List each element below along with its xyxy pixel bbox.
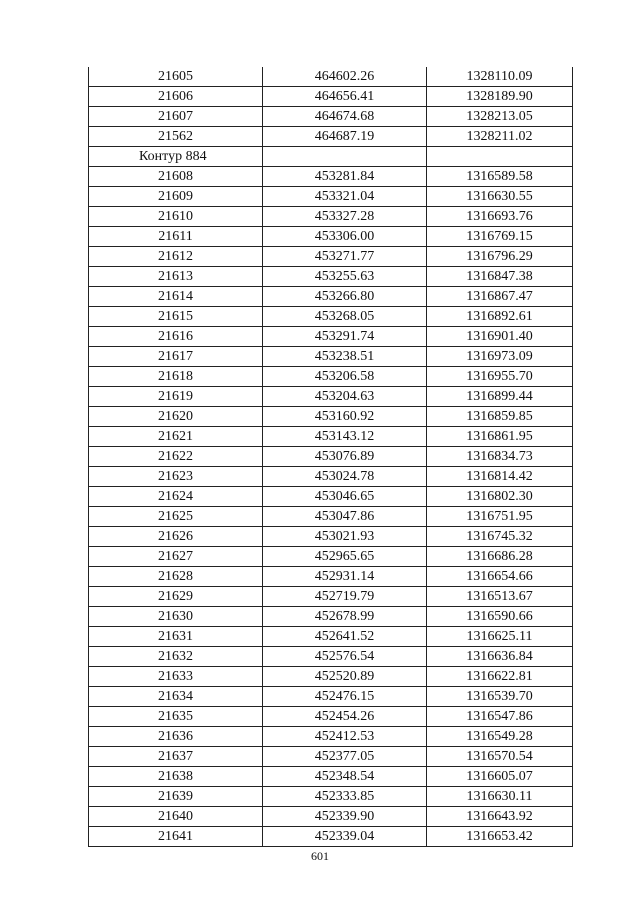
x-coordinate-cell: 453268.05 bbox=[263, 307, 427, 327]
x-coordinate-cell: 452641.52 bbox=[263, 627, 427, 647]
y-coordinate-cell: 1316745.32 bbox=[427, 527, 573, 547]
y-coordinate-cell: 1316622.81 bbox=[427, 667, 573, 687]
table-row bbox=[89, 407, 573, 427]
point-number-cell: 21636 bbox=[89, 727, 263, 747]
x-coordinate-cell: 464602.26 bbox=[263, 67, 427, 87]
x-coordinate-cell: 452719.79 bbox=[263, 587, 427, 607]
y-coordinate-cell: 1328211.02 bbox=[427, 127, 573, 147]
y-coordinate-cell: 1316630.11 bbox=[427, 787, 573, 807]
point-number-cell: 21634 bbox=[89, 687, 263, 707]
y-coordinate-cell: 1316901.40 bbox=[427, 327, 573, 347]
point-number-cell: 21611 bbox=[89, 227, 263, 247]
y-coordinate-cell: 1316847.38 bbox=[427, 267, 573, 287]
point-number-cell: 21637 bbox=[89, 747, 263, 767]
y-coordinate-cell: 1316605.07 bbox=[427, 767, 573, 787]
x-coordinate-cell: 452333.85 bbox=[263, 787, 427, 807]
table-row bbox=[89, 427, 573, 447]
table-row bbox=[89, 207, 573, 227]
y-coordinate-cell: 1328110.09 bbox=[427, 67, 573, 87]
point-number-cell: 21641 bbox=[89, 827, 263, 847]
table-row bbox=[89, 527, 573, 547]
table-row bbox=[89, 287, 573, 307]
point-number-cell: 21630 bbox=[89, 607, 263, 627]
point-number-cell: 21628 bbox=[89, 567, 263, 587]
y-coordinate-cell: 1316861.95 bbox=[427, 427, 573, 447]
point-number-cell: 21638 bbox=[89, 767, 263, 787]
y-coordinate-cell: 1316549.28 bbox=[427, 727, 573, 747]
y-coordinate-cell: 1316973.09 bbox=[427, 347, 573, 367]
table-row bbox=[89, 507, 573, 527]
x-coordinate-cell: 453076.89 bbox=[263, 447, 427, 467]
x-coordinate-cell: 452412.53 bbox=[263, 727, 427, 747]
y-coordinate-cell: 1316899.44 bbox=[427, 387, 573, 407]
point-number-cell: 21616 bbox=[89, 327, 263, 347]
x-coordinate-cell: 453204.63 bbox=[263, 387, 427, 407]
x-coordinate-cell: 452339.04 bbox=[263, 827, 427, 847]
table-row bbox=[89, 187, 573, 207]
x-coordinate-cell: 464687.19 bbox=[263, 127, 427, 147]
table-row bbox=[89, 127, 573, 147]
empty-cell bbox=[263, 147, 427, 167]
point-number-cell: 21626 bbox=[89, 527, 263, 547]
empty-cell bbox=[427, 147, 573, 167]
table-row bbox=[89, 327, 573, 347]
x-coordinate-cell: 452678.99 bbox=[263, 607, 427, 627]
y-coordinate-cell: 1316636.84 bbox=[427, 647, 573, 667]
point-number-cell: 21631 bbox=[89, 627, 263, 647]
table-row bbox=[89, 667, 573, 687]
x-coordinate-cell: 452476.15 bbox=[263, 687, 427, 707]
x-coordinate-cell: 453281.84 bbox=[263, 167, 427, 187]
y-coordinate-cell: 1316589.58 bbox=[427, 167, 573, 187]
x-coordinate-cell: 453306.00 bbox=[263, 227, 427, 247]
x-coordinate-cell: 453024.78 bbox=[263, 467, 427, 487]
point-number-cell: 21614 bbox=[89, 287, 263, 307]
x-coordinate-cell: 464656.41 bbox=[263, 87, 427, 107]
table-row bbox=[89, 387, 573, 407]
table-row bbox=[89, 747, 573, 767]
y-coordinate-cell: 1316570.54 bbox=[427, 747, 573, 767]
point-number-cell: 21619 bbox=[89, 387, 263, 407]
table-row bbox=[89, 587, 573, 607]
y-coordinate-cell: 1316513.67 bbox=[427, 587, 573, 607]
table-row bbox=[89, 267, 573, 287]
point-number-cell: 21625 bbox=[89, 507, 263, 527]
point-number-cell: 21607 bbox=[89, 107, 263, 127]
table-row bbox=[89, 447, 573, 467]
x-coordinate-cell: 453238.51 bbox=[263, 347, 427, 367]
y-coordinate-cell: 1316834.73 bbox=[427, 447, 573, 467]
point-number-cell: 21633 bbox=[89, 667, 263, 687]
x-coordinate-cell: 453046.65 bbox=[263, 487, 427, 507]
table-row bbox=[89, 367, 573, 387]
y-coordinate-cell: 1316769.15 bbox=[427, 227, 573, 247]
point-number-cell: 21627 bbox=[89, 547, 263, 567]
point-number-cell: 21562 bbox=[89, 127, 263, 147]
table-row bbox=[89, 227, 573, 247]
table-row bbox=[89, 107, 573, 127]
point-number-cell: 21639 bbox=[89, 787, 263, 807]
x-coordinate-cell: 453271.77 bbox=[263, 247, 427, 267]
y-coordinate-cell: 1316693.76 bbox=[427, 207, 573, 227]
y-coordinate-cell: 1316547.86 bbox=[427, 707, 573, 727]
x-coordinate-cell: 453266.80 bbox=[263, 287, 427, 307]
point-number-cell: 21624 bbox=[89, 487, 263, 507]
table-row bbox=[89, 347, 573, 367]
point-number-cell: 21629 bbox=[89, 587, 263, 607]
table-row bbox=[89, 67, 573, 87]
y-coordinate-cell: 1316539.70 bbox=[427, 687, 573, 707]
y-coordinate-cell: 1316892.61 bbox=[427, 307, 573, 327]
point-number-cell: 21609 bbox=[89, 187, 263, 207]
table-row bbox=[89, 167, 573, 187]
table-row bbox=[89, 767, 573, 787]
y-coordinate-cell: 1316802.30 bbox=[427, 487, 573, 507]
table-row bbox=[89, 247, 573, 267]
table-row bbox=[89, 827, 573, 847]
point-number-cell: 21640 bbox=[89, 807, 263, 827]
table-row bbox=[89, 707, 573, 727]
x-coordinate-cell: 453021.93 bbox=[263, 527, 427, 547]
x-coordinate-cell: 452965.65 bbox=[263, 547, 427, 567]
point-number-cell: 21610 bbox=[89, 207, 263, 227]
x-coordinate-cell: 452377.05 bbox=[263, 747, 427, 767]
section-title-cell: Контур 884 bbox=[89, 147, 263, 167]
point-number-cell: 21635 bbox=[89, 707, 263, 727]
x-coordinate-cell: 464674.68 bbox=[263, 107, 427, 127]
point-number-cell: 21618 bbox=[89, 367, 263, 387]
y-coordinate-cell: 1316751.95 bbox=[427, 507, 573, 527]
y-coordinate-cell: 1316867.47 bbox=[427, 287, 573, 307]
point-number-cell: 21632 bbox=[89, 647, 263, 667]
table-row bbox=[89, 607, 573, 627]
point-number-cell: 21615 bbox=[89, 307, 263, 327]
table-row bbox=[89, 487, 573, 507]
y-coordinate-cell: 1316654.66 bbox=[427, 567, 573, 587]
y-coordinate-cell: 1316796.29 bbox=[427, 247, 573, 267]
table-row bbox=[89, 467, 573, 487]
table-row bbox=[89, 787, 573, 807]
x-coordinate-cell: 453047.86 bbox=[263, 507, 427, 527]
table-row bbox=[89, 727, 573, 747]
table-row bbox=[89, 687, 573, 707]
table-row bbox=[89, 87, 573, 107]
x-coordinate-cell: 453206.58 bbox=[263, 367, 427, 387]
point-number-cell: 21617 bbox=[89, 347, 263, 367]
table-row bbox=[89, 547, 573, 567]
point-number-cell: 21623 bbox=[89, 467, 263, 487]
x-coordinate-cell: 453327.28 bbox=[263, 207, 427, 227]
y-coordinate-cell: 1316955.70 bbox=[427, 367, 573, 387]
y-coordinate-cell: 1316686.28 bbox=[427, 547, 573, 567]
point-number-cell: 21605 bbox=[89, 67, 263, 87]
point-number-cell: 21620 bbox=[89, 407, 263, 427]
point-number-cell: 21621 bbox=[89, 427, 263, 447]
x-coordinate-cell: 453255.63 bbox=[263, 267, 427, 287]
point-number-cell: 21612 bbox=[89, 247, 263, 267]
x-coordinate-cell: 453321.04 bbox=[263, 187, 427, 207]
page-number: 601 bbox=[311, 849, 329, 863]
section-row bbox=[89, 147, 573, 167]
table-row bbox=[89, 627, 573, 647]
y-coordinate-cell: 1316625.11 bbox=[427, 627, 573, 647]
y-coordinate-cell: 1316590.66 bbox=[427, 607, 573, 627]
x-coordinate-cell: 453291.74 bbox=[263, 327, 427, 347]
y-coordinate-cell: 1316653.42 bbox=[427, 827, 573, 847]
point-number-cell: 21613 bbox=[89, 267, 263, 287]
y-coordinate-cell: 1316859.85 bbox=[427, 407, 573, 427]
y-coordinate-cell: 1328213.05 bbox=[427, 107, 573, 127]
x-coordinate-cell: 452520.89 bbox=[263, 667, 427, 687]
coordinates-table bbox=[88, 67, 573, 847]
y-coordinate-cell: 1316814.42 bbox=[427, 467, 573, 487]
table-row bbox=[89, 307, 573, 327]
table-row bbox=[89, 567, 573, 587]
point-number-cell: 21606 bbox=[89, 87, 263, 107]
x-coordinate-cell: 452348.54 bbox=[263, 767, 427, 787]
x-coordinate-cell: 452576.54 bbox=[263, 647, 427, 667]
x-coordinate-cell: 452931.14 bbox=[263, 567, 427, 587]
table-row bbox=[89, 647, 573, 667]
point-number-cell: 21622 bbox=[89, 447, 263, 467]
x-coordinate-cell: 452339.90 bbox=[263, 807, 427, 827]
x-coordinate-cell: 452454.26 bbox=[263, 707, 427, 727]
table-row bbox=[89, 807, 573, 827]
point-number-cell: 21608 bbox=[89, 167, 263, 187]
x-coordinate-cell: 453160.92 bbox=[263, 407, 427, 427]
y-coordinate-cell: 1316643.92 bbox=[427, 807, 573, 827]
y-coordinate-cell: 1328189.90 bbox=[427, 87, 573, 107]
x-coordinate-cell: 453143.12 bbox=[263, 427, 427, 447]
y-coordinate-cell: 1316630.55 bbox=[427, 187, 573, 207]
